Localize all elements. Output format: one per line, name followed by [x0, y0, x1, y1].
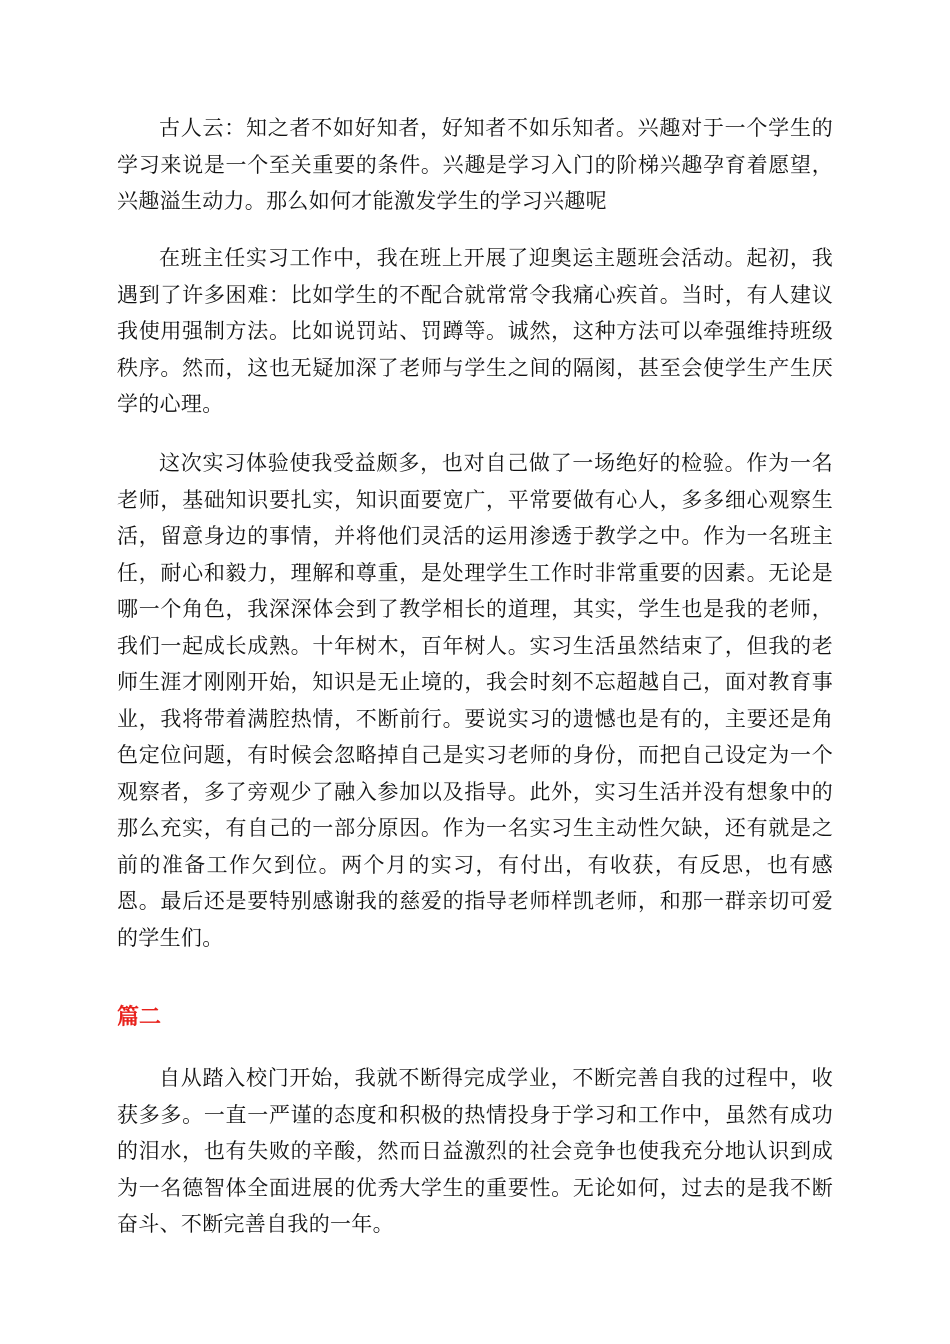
- paragraph-3: 这次实习体验使我受益颇多，也对自己做了一场绝好的检验。作为一名老师，基础知识要扎实，知识面要宽广，平常要做有心人，多多细心观察生活，留意身边的事情，并将他们灵活的运用渗透于教学之中。作为一名班主任，耐心和毅力，理解和尊重，是处理学生工作时非常重要的因素。无论是哪一个角色，我深深体会到了教学相长的道理，其实，学生也是我的老师，我们一起成长成熟。十年树木，百年树人。实习生活虽然结束了，但我的老师生涯才刚刚开始，知识是无止境的，我会时刻不忘超越自己，面对教育事业，我将带着满腔热情，不断前行。要说实习的遗憾也是有的，主要还是角色定位问题，有时候会忽略掉自己是实习老师的身份，而把自己设定为一个观察者，多了旁观少了融入参加以及指导。此外，实习生活并没有想象中的那么充实，有自己的一部分原因。作为一名实习生主动性欠缺，还有就是之前的准备工作欠到位。两个月的实习，有付出，有收获，有反思，也有感恩。最后还是要特别感谢我的慈爱的指导老师样凯老师，和那一群亲切可爱的学生们。: [117, 451, 833, 950]
- paragraph-1: 古人云：知之者不如好知者，好知者不如乐知者。兴趣对于一个学生的学习来说是一个至关重要的条件。兴趣是学习入门的阶梯兴趣孕育着愿望，兴趣溢生动力。那么如何才能激发学生的学习兴趣呢: [117, 116, 833, 213]
- section-heading: 篇二: [117, 1005, 162, 1030]
- paragraph-2: 在班主任实习工作中，我在班上开展了迎奥运主题班会活动。起初，我遇到了许多困难：比如学生的不配合就常常令我痛心疾首。当时，有人建议我使用强制方法。比如说罚站、罚蹲等。诚然，这种方法可以牵强维持班级秩序。然而，这也无疑加深了老师与学生之间的隔阂，甚至会使学生产生厌学的心理。: [117, 246, 833, 416]
- section-paragraph: 自从踏入校门开始，我就不断得完成学业，不断完善自我的过程中，收获多多。一直一严谨的态度和积极的热情投身于学习和工作中，虽然有成功的泪水，也有失败的辛酸，然而日益激烈的社会竞争也使我充分地认识到成为一名德智体全面进展的优秀大学生的重要性。无论如何，过去的是我不断奋斗、不断完善自我的一年。: [117, 1066, 833, 1236]
